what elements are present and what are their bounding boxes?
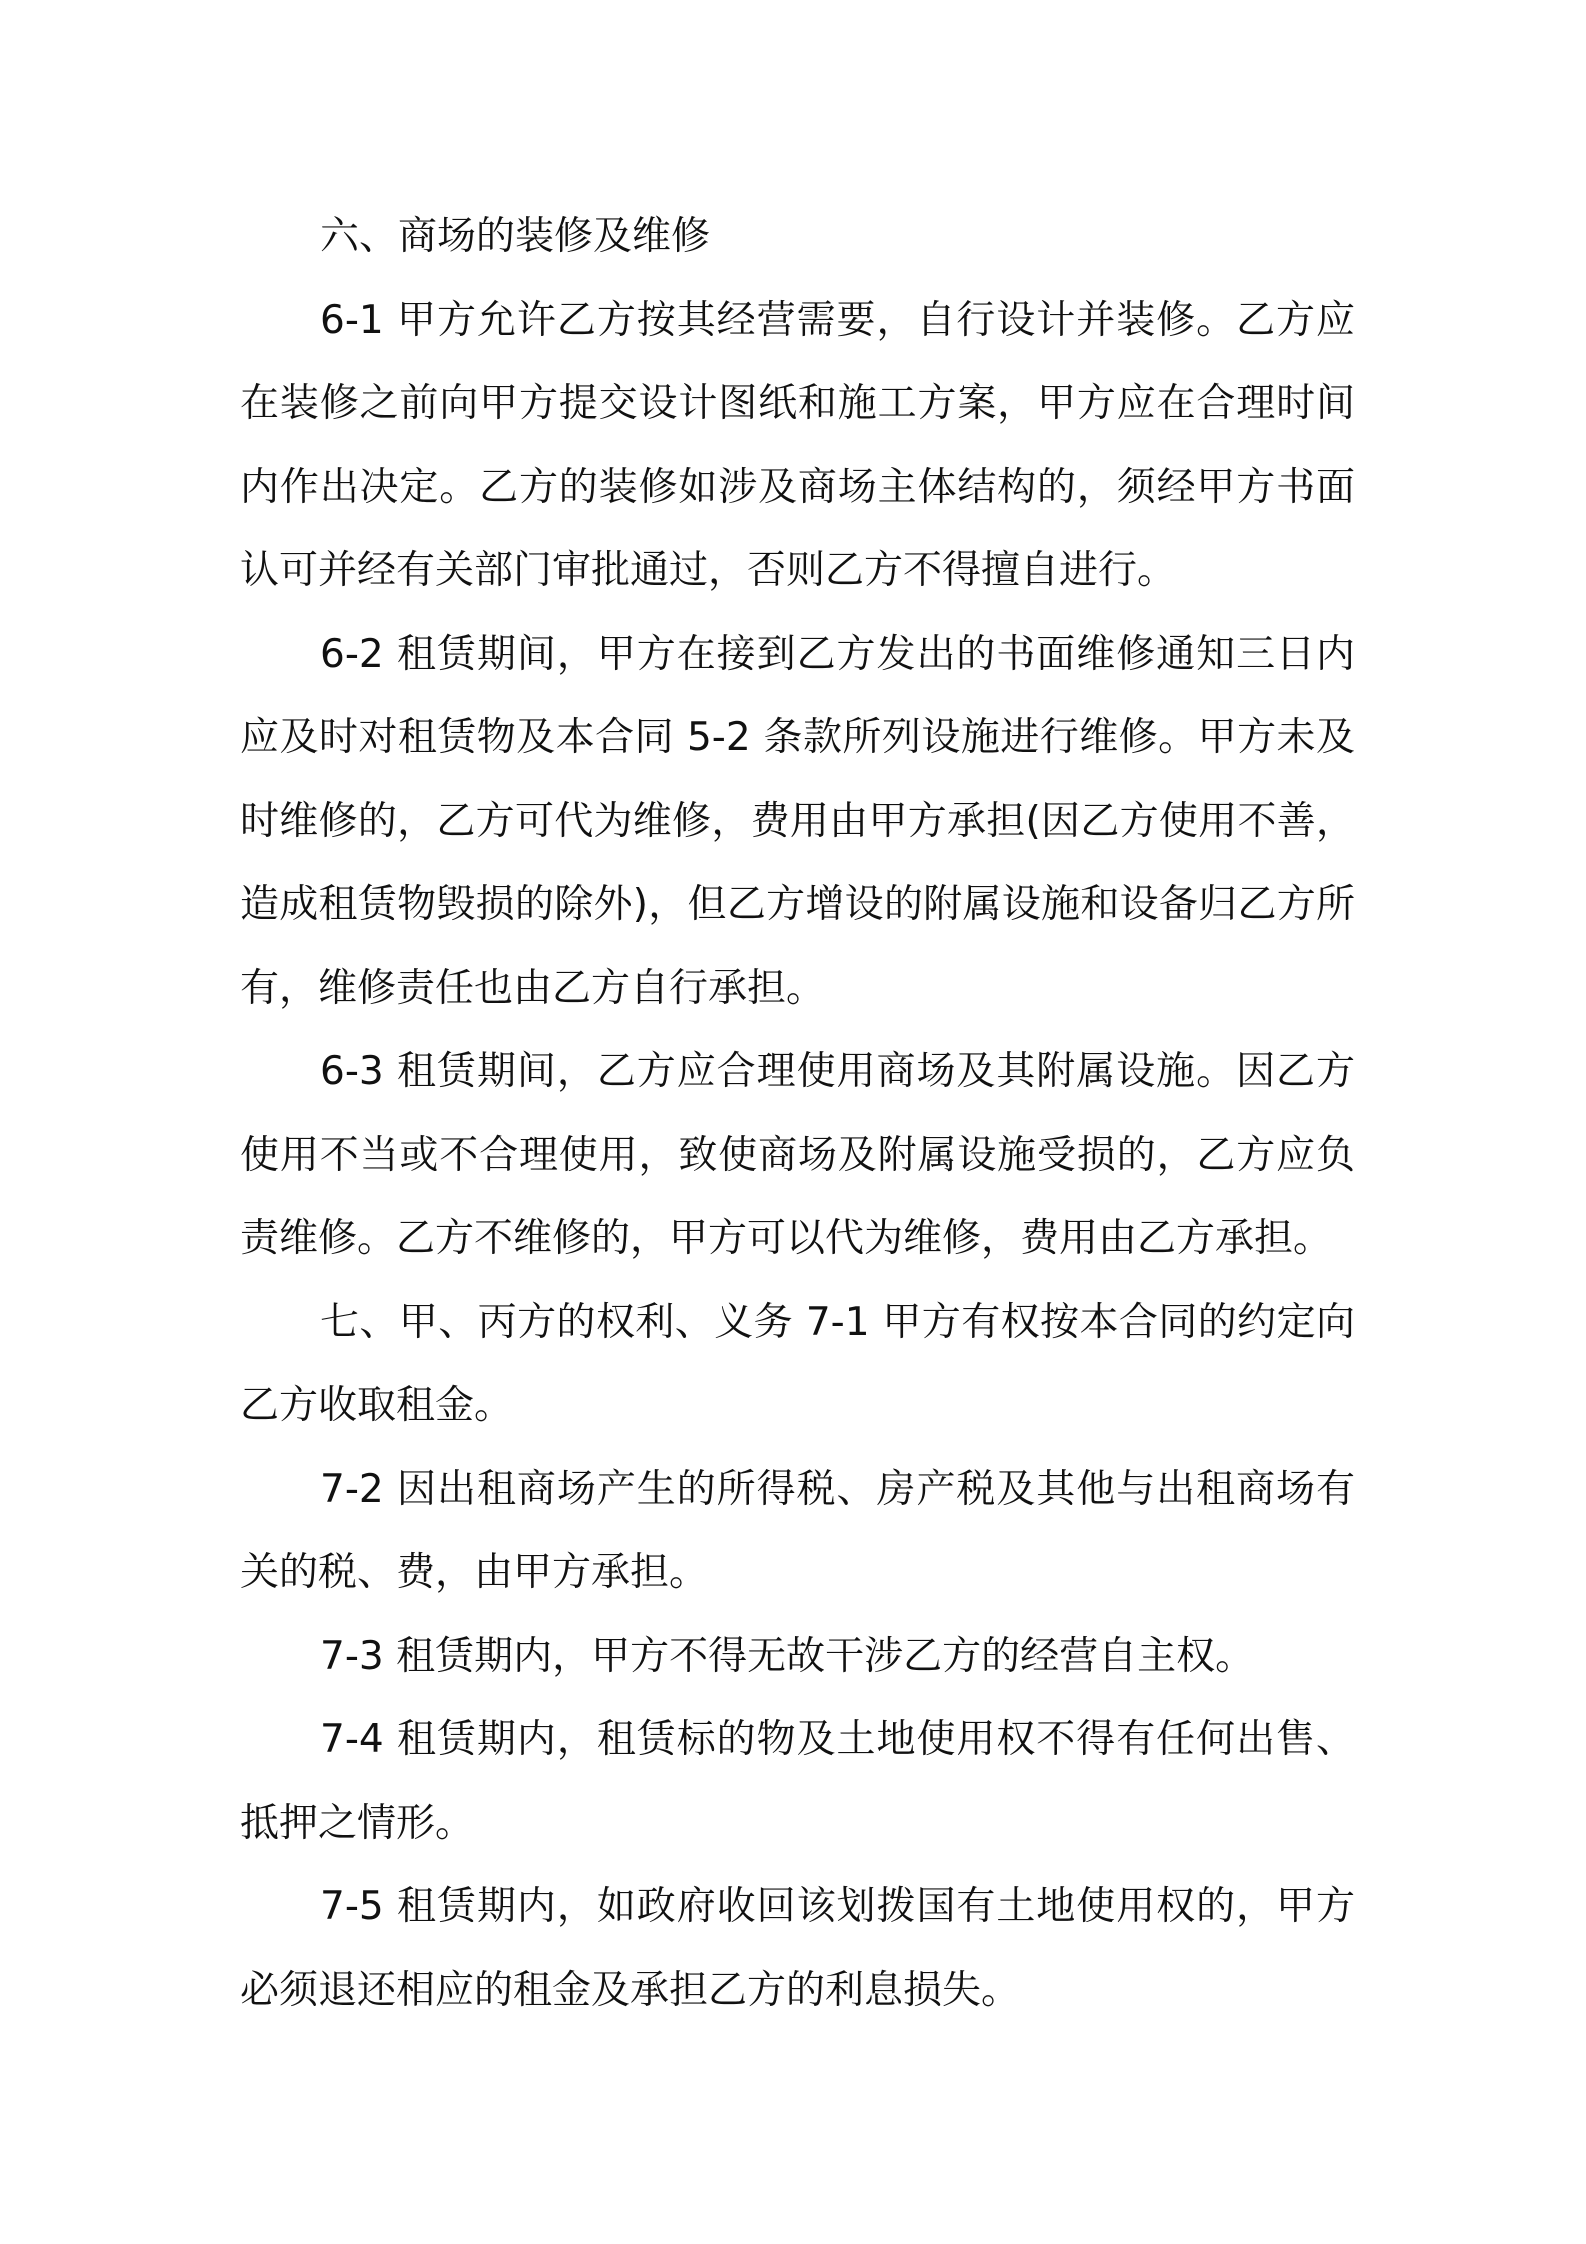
clause-7-3: 7-3 租赁期内，甲方不得无故干涉乙方的经营自主权。 bbox=[320, 1633, 1255, 1679]
clause-7-4: 7-4 租赁期内，租赁标的物及土地使用权不得有任何出售、抵押之情形。 bbox=[240, 1717, 1355, 1846]
clause-7-2: 7-2 因出租商场产生的所得税、房产税及其他与出租商场有关的税、费，由甲方承担。 bbox=[240, 1466, 1355, 1595]
clause-6-2: 6-2 租赁期间，甲方在接到乙方发出的书面维修通知三日内应及时对租赁物及本合同 5-2 条款所列设施进行维修。甲方未及时维修的，乙方可代为维修，费用由甲方承担(因乙方使用不善，造成租赁物毁损的除外)，但乙方增设的附属设施和设备归乙方所有，维修责任也由乙方自行承担。 bbox=[240, 631, 1355, 1011]
clause-7-5: 7-5 租赁期内，如政府收回该划拨国有土地使用权的，甲方必须退还相应的租金及承担乙方的利息损失。 bbox=[240, 1884, 1355, 2013]
document-body bbox=[240, 195, 1355, 2032]
section-heading-7-clause-7-1: 七、甲、丙方的权利、义务 7-1 甲方有权按本合同的约定向乙方收取租金。 bbox=[240, 1299, 1355, 1428]
section-heading-6: 六、商场的装修及维修 bbox=[320, 214, 711, 259]
clause-6-3: 6-3 租赁期间，乙方应合理使用商场及其附属设施。因乙方使用不当或不合理使用，致使商场及附属设施受损的，乙方应负责维修。乙方不维修的，甲方可以代为维修，费用由乙方承担。 bbox=[240, 1049, 1355, 1261]
clause-6-1: 6-1 甲方允许乙方按其经营需要，自行设计并装修。乙方应在装修之前向甲方提交设计图纸和施工方案，甲方应在合理时间内作出决定。乙方的装修如涉及商场主体结构的，须经甲方书面认可并经有关部门审批通过，否则乙方不得擅自进行。 bbox=[240, 297, 1355, 593]
